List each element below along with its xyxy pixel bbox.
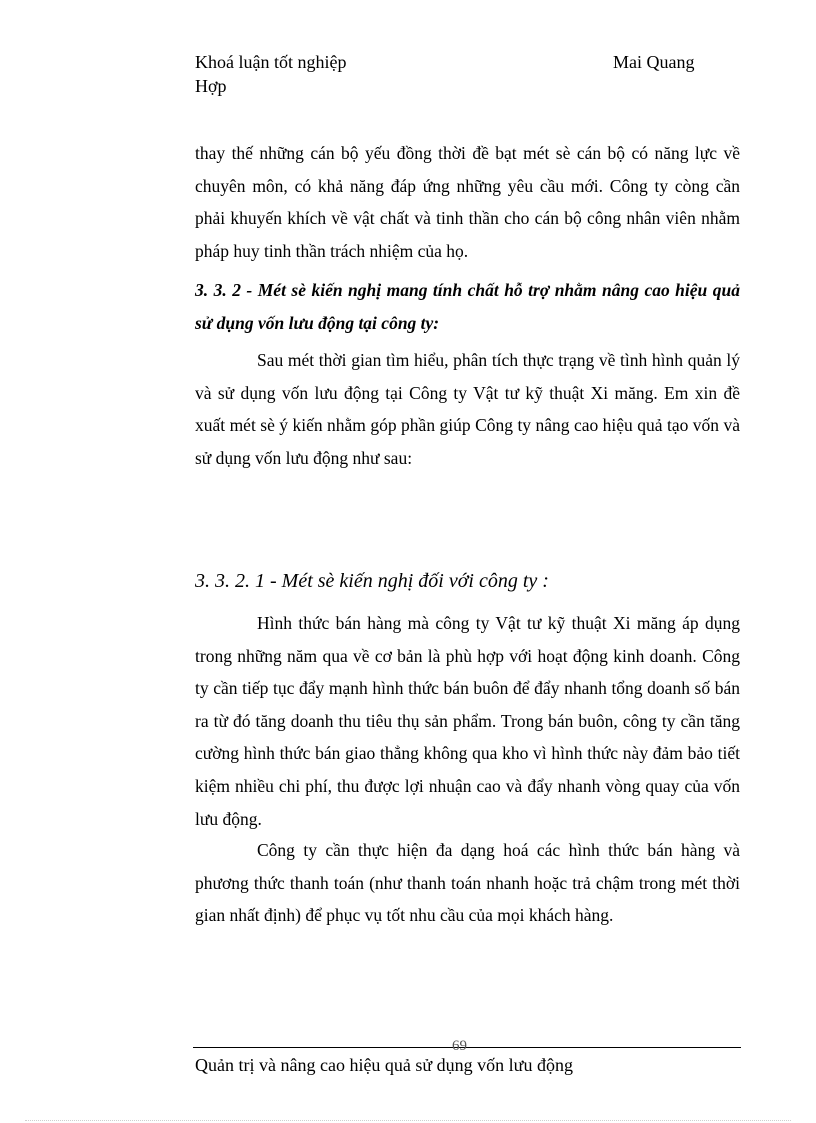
paragraph-sales-methods: Hình thức bán hàng mà công ty Vật tư kỹ thuật Xi măng áp dụng trong những năm qua về cơ bản là phù hợp với hoạt động kinh doanh. Công ty cần tiếp tục đẩy mạnh hình thức bán buôn để đẩy nhanh tổng doanh số bán ra từ đó tăng doanh thu tiêu thụ sản phẩm. Trong bán buôn, công ty cần tăng cường hình thức bán giao thẳng không qua kho vì hình thức này đảm bảo tiết kiệm nhiều chi phí, thu được lợi nhuận cao và đẩy nhanh vòng quay của vốn lưu động. — [195, 613, 740, 829]
paragraph-staffing: thay thế những cán bộ yếu đồng thời đề bạt mét sè cán bộ có năng lực về chuyên môn, có khả năng đáp ứng những yêu cầu mới. Công ty còng cần phải khuyến khích về vật chất và tinh thần cho cán bộ công nhân viên nhằm pháp huy tinh thần trách nhiệm của họ. — [195, 143, 740, 261]
section-heading-3-3-2-1: 3. 3. 2. 1 - Mét sè kiến nghị đối với công ty : — [195, 570, 549, 592]
section-heading-3-3-2: 3. 3. 2 - Mét sè kiến nghị mang tính chất hỗ trợ nhằm nâng cao hiệu quả sử dụng vốn lưu động tại công ty: — [195, 280, 740, 333]
header-title: Khoá luận tốt nghiệp — [195, 52, 347, 72]
header-left — [195, 50, 455, 98]
header-author: Mai Quang — [613, 52, 695, 72]
header-author-wrap: Hợp — [195, 76, 227, 96]
paragraph-diversify: Công ty cần thực hiện đa dạng hoá các hình thức bán hàng và phương thức thanh toán (như thanh toán nhanh hoặc trả chậm trong mét thời gian nhất định) để phục vụ tốt nhu cầu của mọi khách hàng. — [195, 840, 740, 926]
footer-divider — [193, 1047, 741, 1048]
footer-title: Quản trị và nâng cao hiệu quả sử dụng vốn lưu động — [195, 1055, 573, 1075]
page-number: 69 — [452, 1038, 467, 1054]
page-bottom-edge — [25, 1120, 791, 1121]
paragraph-intro: Sau mét thời gian tìm hiểu, phân tích thực trạng về tình hình quản lý và sử dụng vốn lưu động tại Công ty Vật tư kỹ thuật Xi măng. Em xin đề xuất mét sè ý kiến nhằm góp phần giúp Công ty nâng cao hiệu quả tạo vốn và sử dụng vốn lưu động như sau: — [195, 350, 740, 468]
